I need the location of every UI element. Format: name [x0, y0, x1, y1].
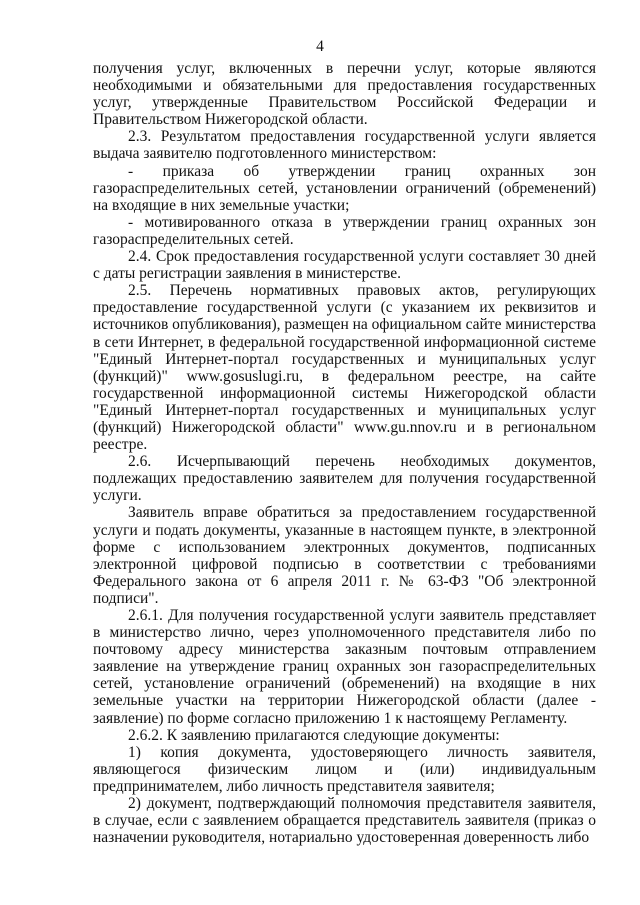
paragraph-2-4: 2.4. Срок предоставления государственной услуги составляет 30 дней с даты регистрации заявления в министерстве. [93, 248, 596, 283]
paragraph-2-6-2: 2.6.2. К заявлению прилагаются следующие документы: [128, 726, 500, 744]
paragraph-2-5: 2.5. Перечень нормативных правовых актов, регулирующих предоставление государственной услуги (с указанием их реквизитов и источников опубликования), размещен на официальном сайте министерства в сети Интернет, в федеральной государственной информационной системе "Единый Интернет-портал государственных и муниципальных услуг (функций)" www.gosuslugi.ru, в федеральном реестре, на сайте государственной информационной системы Нижегородской области "Единый Интернет-портал государственных и муниципальных услуг (функций) Нижегородской области" www.gu.nnov.ru и в региональном реестре. [93, 282, 596, 454]
list-item-1: 1) копия документа, удостоверяющего личность заявителя, являющегося физическим лицом и (или) индивидуальным предпринимателем, либо личность представителя заявителя; [93, 743, 596, 795]
page-number: 4 [316, 38, 324, 55]
paragraph-2-6-1: 2.6.1. Для получения государственной услуги заявитель представляет в министерство лично, через уполномоченного представителя либо по почтовому адресу министерства заказным почтовым отправлением заявление на утверждение границ охранных зон газораспределительных сетей, установление ограничений (обременений) на входящие в них земельные участки на территории Нижегородской области (далее - заявление) по форме согласно приложению 1 к настоящему Регламенту. [93, 607, 596, 727]
paragraph-electronic-form: Заявитель вправе обратиться за предоставлением государственной услуги и подать документы, указанные в настоящем пункте, в электронной форме с использованием электронных документов, подписанных электронной цифровой подписью в соответствии с требованиями Федерального закона от 6 апреля 2011 г. № 63-ФЗ "Об электронной подписи". [93, 504, 596, 607]
document-body [93, 60, 596, 846]
paragraph-continuation: получения услуг, включенных в перечни услуг, которые являются необходимыми и обязательными для предоставления государственных услуг, утвержденные Правительством Российской Федерации и Правительством Нижегородской области. [93, 60, 596, 129]
paragraph-result-refusal: - мотивированного отказа в утверждении границ охранных зон газораспределительных сетей. [93, 213, 596, 248]
paragraph-2-3: 2.3. Результатом предоставления государственной услуги является выдача заявителю подготовленного министерством: [93, 128, 596, 163]
paragraph-2-6: 2.6. Исчерпывающий перечень необходимых документов, подлежащих предоставлению заявителем для получения государственной услуги. [93, 453, 596, 505]
list-item-2: 2) документ, подтверждающий полномочия представителя заявителя, в случае, если с заявлением обращается представитель заявителя (приказ о назначении руководителя, нотариально удостоверенная доверенность либо [93, 795, 596, 847]
paragraph-result-order: - приказа об утверждении границ охранных зон газораспределительных сетей, установлении ограничений (обременений) на входящие в них земельные участки; [93, 162, 596, 214]
